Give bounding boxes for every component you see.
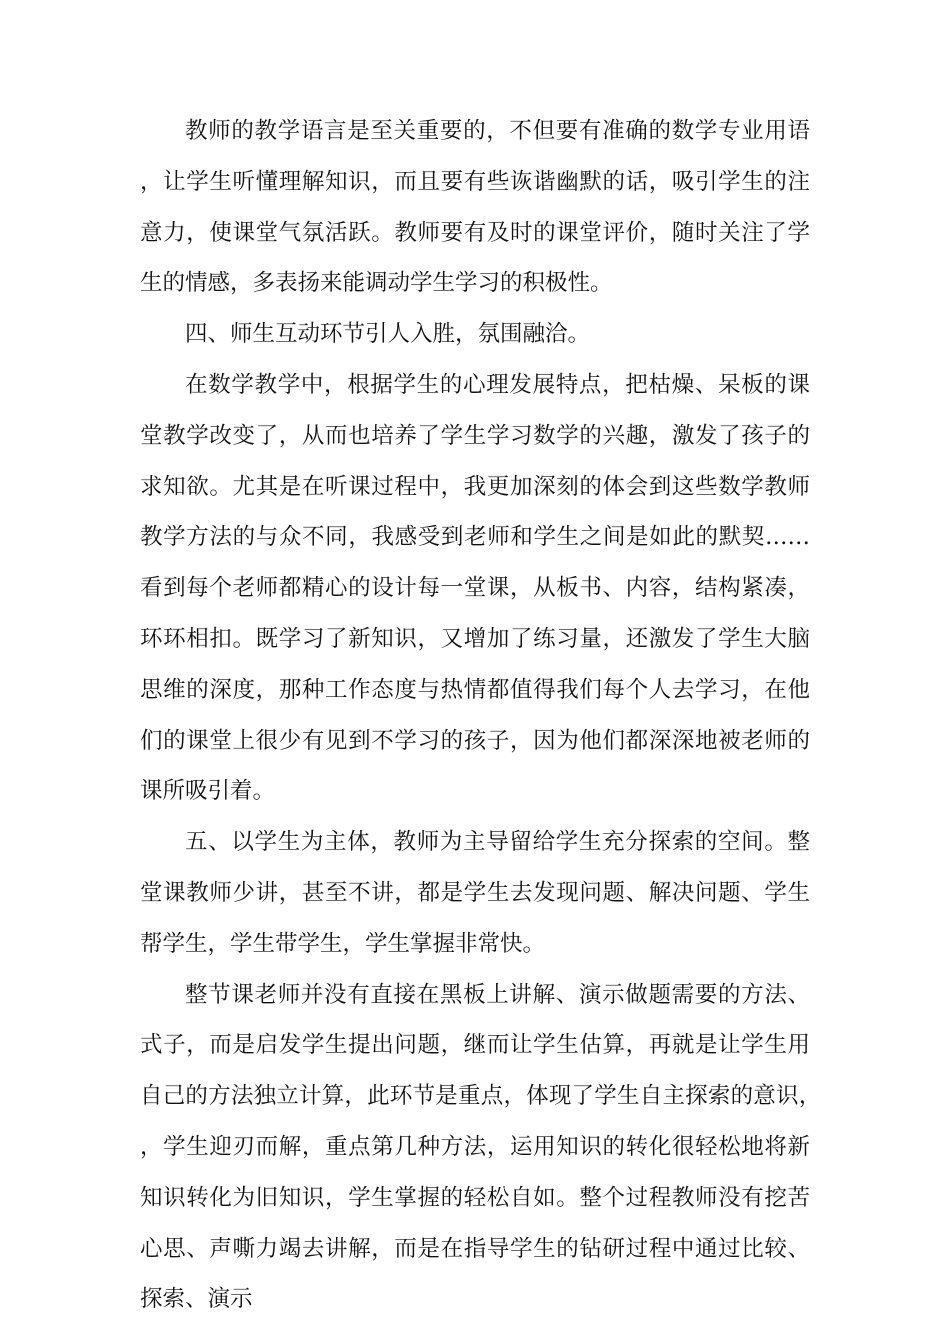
paragraph-teaching-language: 教师的教学语言是至关重要的，不但要有准确的数学专业用语，让学生听懂理解知识，而且要有些诙谐幽默的话，吸引学生的注意力，使课堂气氛活跃。教师要有及时的课堂评价，随时关注了学生的情感，多表扬来能调动学生学习的积极性。 [140,118,810,297]
document-body [140,106,810,1325]
heading-section-four: 四、师生互动环节引人入胜，氛围融洽。 [185,321,591,348]
paragraph-math-teaching: 在数学教学中，根据学生的心理发展特点，把枯燥、呆板的课堂教学改变了，从而也培养了学生学习数学的兴趣，激发了孩子的求知欲。尤其是在听课过程中，我更加深刻的体会到这些数学教师教学方法的与众不同，我感受到老师和学生之间是如此的默契……看到每个老师都精心的设计每一堂课，从板书、内容，结构紧凑，环环相扣。既学习了新知识，又增加了练习量，还激发了学生大脑思维的深度，那种工作态度与热情都值得我们每个人去学习，在他们的课堂上很少有见到不学习的孩子，因为他们都深深地被老师的课所吸引着。 [140,371,810,805]
paragraph-whole-lesson: 整节课老师并没有直接在黑板上讲解、演示做题需要的方法、式子，而是启发学生提出问题，继而让学生估算，再就是让学生用自己的方法独立计算，此环节是重点，体现了学生自主探索的意识，，学生迎刃而解，重点第几种方法，运用知识的转化很轻松地将新知识转化为旧知识，学生掌握的轻松自如。整个过程教师没有挖苦心思、声嘶力竭去讲解，而是在指导学生的钻研过程中通过比较、探索、演示 [140,981,810,1313]
heading-section-five: 五、以学生为主体，教师为主导留给学生充分探索的空间。整堂课教师少讲，甚至不讲，都是学生去发现问题、解决问题、学生帮学生，学生带学生，学生掌握非常快。 [140,829,810,957]
